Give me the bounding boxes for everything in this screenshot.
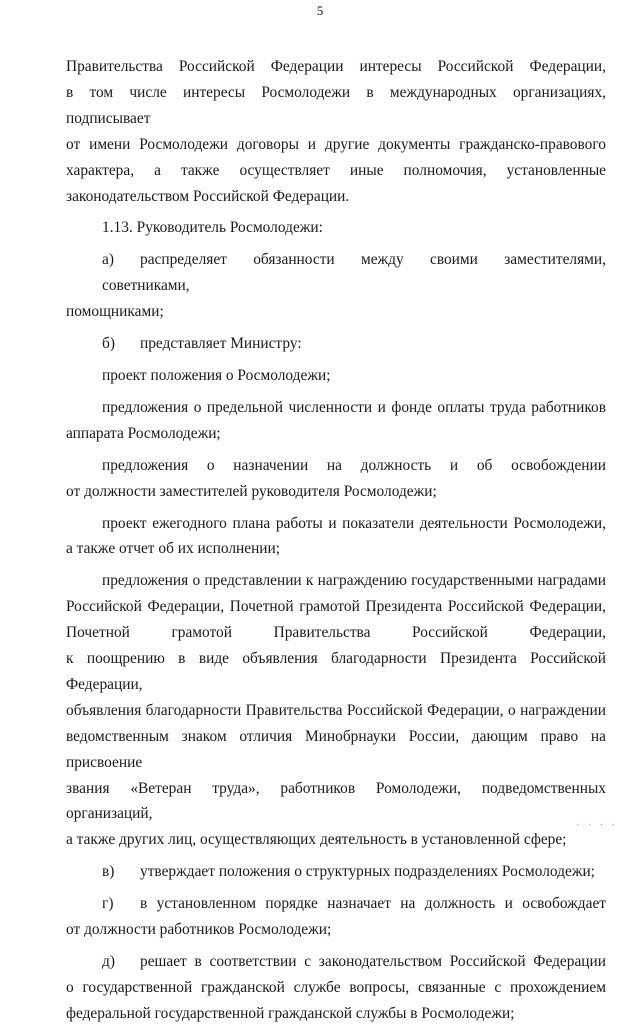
line-text: от должности работников Росмолодежи; bbox=[66, 921, 332, 939]
text-line bbox=[66, 184, 606, 210]
text-line bbox=[66, 891, 606, 917]
line-text: ведомственным знаком отличия Минобрнауки России, дающим право на присвоение bbox=[66, 727, 606, 771]
paragraph-p113 bbox=[66, 215, 606, 241]
text-line bbox=[66, 395, 606, 421]
scan-artifact: · · · · bbox=[576, 820, 618, 831]
text-line bbox=[66, 698, 606, 724]
text-line bbox=[66, 247, 606, 299]
line-text: проект ежегодного плана работы и показатели деятельности Росмолодежи, bbox=[102, 514, 606, 532]
line-text: представляет Министру: bbox=[140, 335, 302, 353]
line-text: Правительства Российской Федерации интересы Российской Федерации, bbox=[66, 58, 606, 75]
text-line bbox=[66, 568, 606, 594]
line-text: а также других лиц, осуществляющих деятельность в установленной сфере; bbox=[66, 831, 567, 849]
line-text: от имени Росмолодежи договоры и другие документы гражданско-правового bbox=[66, 135, 606, 153]
text-line bbox=[66, 453, 606, 479]
line-text: помощниками; bbox=[66, 303, 164, 321]
paragraph-pb3 bbox=[66, 453, 606, 505]
list-marker: а) bbox=[102, 251, 114, 269]
line-text: предложения о предельной численности и фонде оплаты труда работников bbox=[102, 398, 606, 416]
text-line bbox=[66, 331, 606, 357]
line-text: а также отчет об их исполнении; bbox=[66, 540, 281, 558]
text-line bbox=[66, 1001, 606, 1027]
text-line bbox=[66, 724, 606, 776]
text-line bbox=[66, 363, 606, 389]
paragraph-pb5 bbox=[66, 568, 606, 853]
paragraph-pb1 bbox=[66, 363, 606, 389]
paragraph-pv bbox=[66, 859, 606, 885]
line-text: Российской Федерации, Почетной грамотой Президента Российской Федерации, bbox=[66, 598, 606, 616]
text-line bbox=[66, 80, 606, 132]
line-text: распределяет обязанности между своими заместителями, советниками, bbox=[102, 251, 606, 295]
line-text: аппарата Росмолодежи; bbox=[66, 424, 221, 442]
text-line bbox=[66, 917, 606, 943]
paragraph-pb4 bbox=[66, 511, 606, 563]
text-line bbox=[66, 859, 606, 885]
text-line bbox=[66, 54, 606, 80]
list-marker: в) bbox=[102, 863, 115, 881]
list-marker: д) bbox=[102, 953, 115, 970]
text-line bbox=[66, 215, 606, 241]
line-text: предложения о представлении к награждению государственными наградами bbox=[102, 572, 606, 590]
line-text: федеральной государственной гражданской службы в Росмолодежи; bbox=[66, 1004, 515, 1022]
text-line bbox=[66, 132, 606, 158]
line-text: в установленном порядке назначает на должность и освобождает bbox=[140, 895, 606, 913]
text-line bbox=[66, 479, 606, 505]
document-body bbox=[66, 54, 606, 1027]
text-line bbox=[66, 299, 606, 325]
paragraph-pd bbox=[66, 949, 606, 1027]
line-text: предложения о назначении на должность и об освобождении bbox=[102, 456, 606, 474]
line-text: от должности заместителей руководителя Росмолодежи; bbox=[66, 482, 437, 500]
text-line bbox=[66, 421, 606, 447]
line-text: звания «Ветеран труда», работников Ромолодежи, подведомственных организаций, bbox=[66, 779, 606, 823]
list-marker: г) bbox=[102, 895, 114, 913]
paragraph-pb2 bbox=[66, 395, 606, 447]
text-line bbox=[66, 620, 606, 646]
line-text: 1.13. Руководитель Росмолодежи: bbox=[102, 219, 323, 237]
list-marker: б) bbox=[102, 335, 115, 353]
line-text: решает в соответствии с законодательством Российской Федерации bbox=[140, 953, 606, 970]
paragraph-pg bbox=[66, 891, 606, 943]
text-line bbox=[66, 158, 606, 184]
text-line bbox=[66, 827, 606, 853]
text-line bbox=[66, 594, 606, 620]
paragraph-pb bbox=[66, 331, 606, 357]
text-line bbox=[66, 776, 606, 828]
text-line bbox=[66, 646, 606, 698]
text-line bbox=[66, 975, 606, 1001]
line-text: Почетной грамотой Правительства Российской Федерации, bbox=[66, 624, 606, 642]
paragraph-pa bbox=[66, 247, 606, 325]
text-line bbox=[66, 536, 606, 562]
line-text: законодательством Российской Федерации. bbox=[66, 187, 350, 205]
line-text: характера, а также осуществляет иные полномочия, установленные bbox=[66, 161, 606, 179]
text-line bbox=[66, 949, 606, 975]
line-text: проект положения о Росмолодежи; bbox=[102, 366, 331, 384]
line-text: в том числе интересы Росмолодежи в международных организациях, подписывает bbox=[66, 83, 606, 127]
text-line bbox=[66, 511, 606, 537]
line-text: о государственной гражданской службе вопросы, связанные с прохождением bbox=[66, 978, 606, 996]
paragraph-cont bbox=[66, 54, 606, 209]
line-text: к поощрению в виде объявления благодарности Президента Российской Федерации, bbox=[66, 650, 606, 693]
line-text: объявления благодарности Правительства Российской Федерации, о награждении bbox=[66, 701, 606, 719]
page-number: 5 bbox=[316, 3, 324, 18]
line-text: утверждает положения о структурных подразделениях Росмолодежи; bbox=[140, 863, 595, 881]
